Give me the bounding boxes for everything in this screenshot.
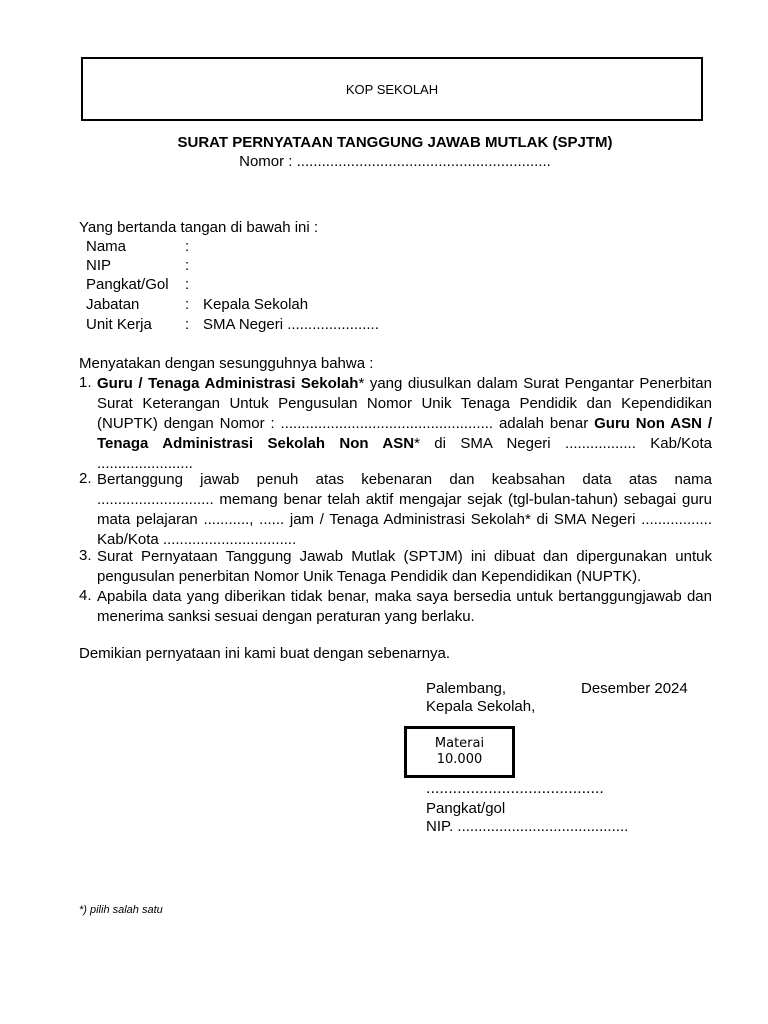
item-2-number: 2. (79, 470, 92, 487)
signature-name-line: ........................................ (426, 780, 604, 797)
item-3-text: Surat Pernyataan Tanggung Jawab Mutlak (SPTJM) ini dibuat dan dipergunakan untuk pengusulan penerbitan Nomor Unik Tenaga Pendidik dan Kependidikan (NUPTK). (97, 548, 712, 585)
materai-stamp-box (404, 726, 515, 778)
item-1-text-2: * di SMA Negeri ................. Kab/Kota ....................... (97, 435, 712, 472)
item-1-number: 1. (79, 374, 92, 391)
closing-text: Demikian pernyataan ini kami buat dengan sebenarnya. (79, 645, 451, 662)
field-nip-label: NIP (86, 257, 112, 274)
field-unit-kerja-label: Unit Kerja (86, 316, 152, 333)
field-jabatan-label: Jabatan (86, 296, 140, 313)
kop-sekolah-text: KOP SEKOLAH (345, 81, 439, 97)
footnote: *) pilih salah satu (79, 904, 163, 916)
item-1-text (97, 374, 712, 474)
field-nama-colon: : (185, 238, 190, 255)
item-3-number: 3. (79, 547, 92, 564)
item-1-bold-2: Guru Non ASN / Tenaga Administrasi Sekolah Non ASN (97, 415, 712, 452)
kop-sekolah-box (81, 57, 703, 121)
item-2-text: Bertanggung jawab penuh atas kebenaran dan keabsahan data atas nama ............................ memang benar telah aktif mengajar sejak (tgl-bulan-tahun) sebagai guru mata pelajaran ..........., ...... jam / Tenaga Administrasi Sekolah* di SMA Negeri ................. Kab/Kota ................................ (97, 471, 712, 548)
signature-pangkat: Pangkat/gol (426, 800, 506, 817)
item-4-number: 4. (79, 587, 92, 604)
item-4-text: Apabila data yang diberikan tidak benar, maka saya bersedia untuk bertanggungjawab dan menerima sanksi sesuai dengan peraturan yang berlaku. (97, 588, 712, 625)
field-nama-label: Nama (86, 238, 127, 255)
materai-label: Materai (434, 736, 485, 751)
item-1-bold-1: Guru / Tenaga Administrasi Sekolah (97, 375, 359, 392)
signature-place: Palembang, (426, 680, 507, 697)
field-pangkat-label: Pangkat/Gol (86, 276, 169, 293)
field-nip-colon: : (185, 257, 190, 274)
statement-intro: Menyatakan dengan sesungguhnya bahwa : (79, 355, 374, 372)
materai-value: 10.000 (436, 752, 483, 767)
signature-date: Desember 2024 (581, 680, 688, 697)
item-1-text-1: * yang diusulkan dalam Surat Pengantar Penerbitan Surat Keterangan Untuk Pengusulan Nomor Unik Tenaga Pendidik dan Kependidikan (NUPTK) dengan Nomor : ................................................... adalah benar (97, 375, 712, 432)
field-unit-kerja-value: SMA Negeri ...................... (203, 316, 379, 333)
field-pangkat-colon: : (185, 276, 190, 293)
field-unit-kerja-colon: : (185, 316, 190, 333)
document-title: SURAT PERNYATAAN TANGGUNG JAWAB MUTLAK (SPJTM) (177, 134, 613, 151)
field-jabatan-colon: : (185, 296, 190, 313)
document-number: Nomor : ............................................................. (239, 153, 551, 170)
signature-role: Kepala Sekolah, (426, 698, 536, 715)
signature-nip: NIP. ......................................... (426, 818, 629, 835)
field-jabatan-value: Kepala Sekolah (203, 296, 309, 313)
intro-text: Yang bertanda tangan di bawah ini : (79, 219, 319, 236)
